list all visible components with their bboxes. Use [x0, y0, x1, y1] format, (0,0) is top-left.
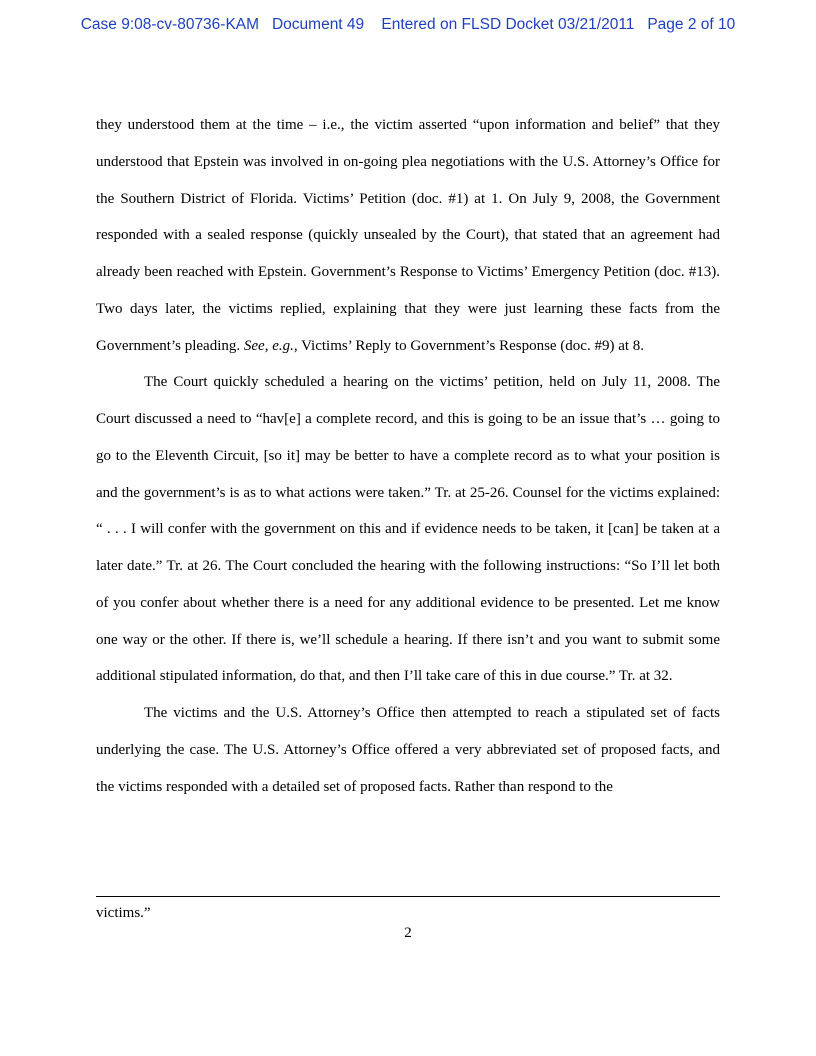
text-run: they understood them at the time – i.e., the victim asserted “upon information and belief” that they understood that Epstein was involved in on-going plea negotiations with the U.S. Attorney’s Office for the Southern District of Florida. Victims’ Petition (doc. #1) at 1. On July 9, 2008, the Government responded with a sealed response (quickly unsealed by the Court), that stated that an agreement had already been reached with Epstein. Government’s Response to Victims’ Emergency Petition (doc. #13). Two days later, the victims replied, explaining that they were just learning these facts from the Government’s pleading. — [96, 117, 720, 354]
footnote-text: victims.” — [96, 905, 151, 921]
paragraph-continued — [96, 107, 720, 364]
footnote-divider — [96, 896, 720, 897]
page-number: 2 — [404, 925, 412, 941]
text-run: The victims and the U.S. Attorney’s Office then attempted to reach a stipulated set of facts underlying the case. The U.S. Attorney’s Office offered a very abbreviated set of proposed facts, and the victims responded with a detailed set of proposed facts. Rather than respond to the — [96, 705, 720, 795]
document-body — [96, 107, 720, 805]
citation-signal: See, e.g., — [243, 337, 298, 354]
paragraph-hearing — [96, 364, 720, 695]
paragraph-stipulation — [96, 695, 720, 805]
text-run: Victims’ Reply to Government’s Response (doc. #9) at 8. — [297, 337, 645, 354]
text-run: The Court quickly scheduled a hearing on the victims’ petition, held on July 11, 2008. The Court discussed a need to “hav[e] a complete record, and this is going to be an issue that’s … going to go to the Eleventh Circuit, [so it] may be better to have a complete record as to what your position is and the government’s is as to what actions were taken.” Tr. at 25-26. Counsel for the victims explained: “ . . . I will confer with the government on this and if evidence needs to be taken, it [can] be taken at a later date.” Tr. at 26. The Court concluded the hearing with the following instructions: “So I’ll let both of you confer about whether there is a need for any additional evidence to be presented. Let me know one way or the other. If there is, we’ll schedule a hearing. If there isn’t and you want to submit some additional stipulated information, do that, and then I’ll take care of this in due course.” Tr. at 32. — [96, 374, 720, 685]
docket-header: Case 9:08-cv-80736-KAM Document 49 Entered on FLSD Docket 03/21/2011 Page 2 of 10 — [80, 16, 736, 33]
